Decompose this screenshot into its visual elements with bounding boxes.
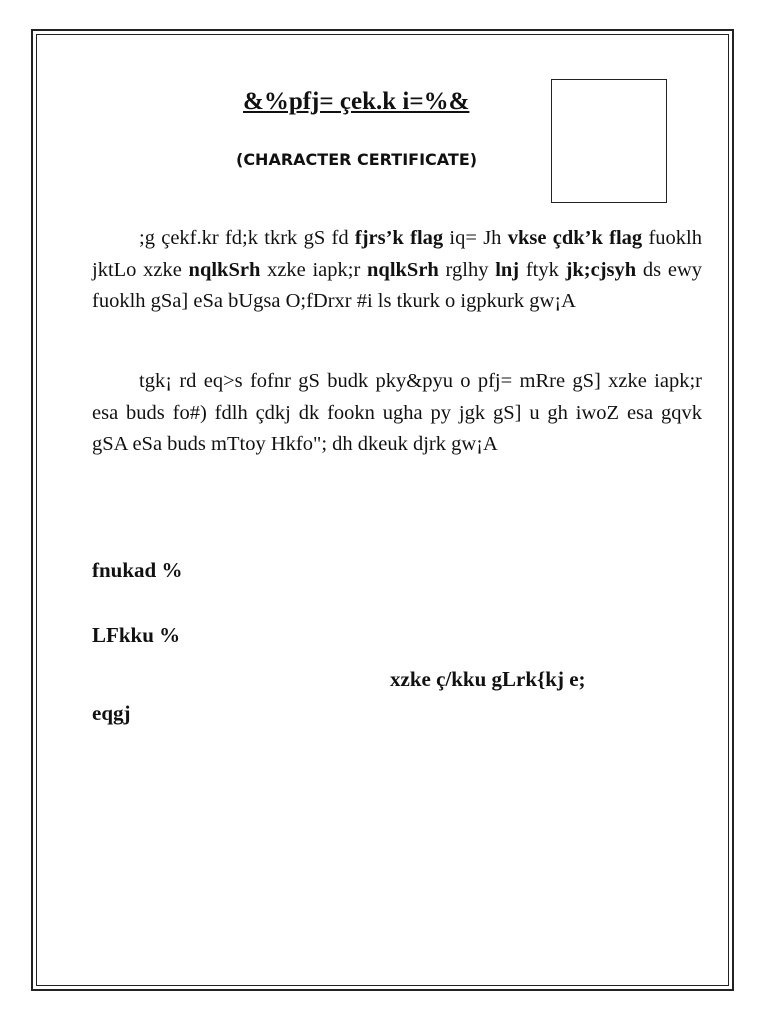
paragraph-1-segment: rglhy [438, 258, 496, 281]
date-label: fnukad % [92, 558, 183, 582]
seal-label: eqgj [92, 701, 131, 725]
paragraph-1 [92, 223, 702, 318]
paragraph-1-segment: fuoklh jktLo xzke [92, 227, 702, 281]
paragraph-1-segment: nqlkSrh [367, 258, 439, 281]
paragraph-1-segment: lnj [495, 258, 520, 281]
paragraph-1-segment: ;g çekf.kr fd;k tkrk gS fd [139, 227, 355, 249]
paragraph-1-segment: fjrs’k flag [354, 227, 444, 249]
paragraph-1-segment: xzke iapk;r [260, 258, 368, 281]
paragraph-1-segment: nqlkSrh [188, 258, 261, 281]
signature-label: xzke ç/kku gLrk{kj e; [390, 667, 586, 691]
paragraph-1-segment: ds ewy fuoklh gSa] eSa bUgsa O;fDrxr #i ls tkurk o igpkurk gw¡A [92, 258, 702, 312]
place-label: LFkku % [92, 623, 181, 647]
paragraph-1-segment: jk;cjsyh [565, 258, 637, 281]
certificate-title: &%pfj= çek.k i=%& [243, 88, 470, 115]
paragraph-1-segment: vkse çdk’k flag [507, 227, 643, 249]
certificate-subtitle: (CHARACTER CERTIFICATE) [236, 150, 478, 169]
paragraph-1-segment: ftyk [519, 258, 566, 281]
paragraph-2: tgk¡ rd eq>s fofnr gS budk pky&pyu o pfj= mRre gS] xzke iapk;r esa buds fo#) fdlh çdkj dk fookn ugha py jgk gS] u gh iwoZ esa gqvk gSA eSa buds mTtoy Hkfo"; dh dkeuk djrk gw¡A [92, 370, 702, 455]
paragraph-1-segment: iq= Jh [443, 227, 508, 249]
photo-box [551, 79, 667, 203]
